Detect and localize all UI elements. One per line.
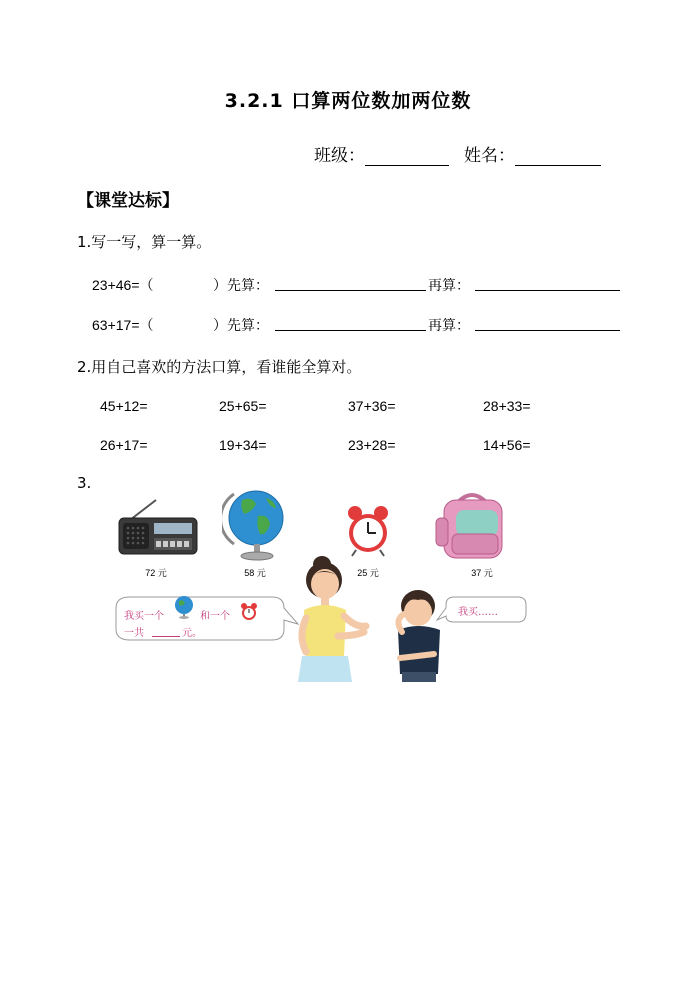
q2-prompt: 2.用自己喜欢的方法口算，看谁能全算对。 — [77, 358, 362, 376]
q1-row-1-then-label: 再算： — [428, 277, 470, 293]
q1-row-2-first-blank[interactable] — [275, 330, 426, 331]
radio-price: 72 元 — [145, 568, 167, 578]
q2-item: 23+28= — [348, 437, 396, 453]
q1-row-1-then-blank[interactable] — [475, 290, 620, 291]
class-field — [314, 141, 449, 166]
q1-row-2-then-blank[interactable] — [475, 330, 620, 331]
q1-row-1-expr: 23+46=（ — [92, 277, 154, 293]
small-globe-icon — [173, 595, 195, 619]
q1-row-1-first-label: ）先算： — [213, 277, 269, 293]
section-heading: 【课堂达标】 — [77, 191, 179, 211]
left-bubble-line1a: 我买一个 — [124, 611, 164, 622]
left-bubble-line1b: 和一个 — [200, 611, 230, 622]
q1-row-1-first-blank[interactable] — [275, 290, 426, 291]
q2-item: 26+17= — [100, 437, 148, 453]
clock-price: 25 元 — [357, 568, 379, 578]
small-alarm-clock-icon — [240, 602, 258, 622]
class-label: 班级： — [314, 146, 365, 166]
girl-illustration — [294, 556, 384, 682]
q2-item: 19+34= — [219, 437, 267, 453]
radio-icon — [116, 498, 200, 558]
q2-item: 14+56= — [483, 437, 531, 453]
q1-row-2-first-label: ）先算： — [213, 317, 269, 333]
q3-number: 3. — [77, 474, 92, 492]
left-bubble-line2a: 一共 — [124, 628, 144, 639]
backpack-icon — [434, 488, 510, 564]
q1-row-2-expr: 63+17=（ — [92, 317, 154, 333]
right-bubble-text: 我买…… — [458, 607, 498, 618]
name-label: 姓名： — [464, 146, 515, 166]
page-title: 3.2.1 口算两位数加两位数 — [224, 90, 472, 112]
q1-row-2-then-label: 再算： — [428, 317, 470, 333]
left-bubble-line2b: 元。 — [182, 628, 202, 639]
name-field — [464, 141, 601, 166]
globe-icon — [222, 486, 286, 562]
globe-price: 58 元 — [244, 568, 266, 578]
q2-item: 28+33= — [483, 398, 531, 414]
class-blank[interactable] — [365, 165, 449, 166]
alarm-clock-icon — [346, 504, 390, 558]
q1-prompt: 1.写一写，算一算。 — [77, 233, 212, 251]
q2-item: 25+65= — [219, 398, 267, 414]
q2-item: 37+36= — [348, 398, 396, 414]
left-bubble-blank[interactable] — [152, 636, 180, 637]
q2-item: 45+12= — [100, 398, 148, 414]
name-blank[interactable] — [515, 165, 601, 166]
backpack-price: 37 元 — [471, 568, 493, 578]
